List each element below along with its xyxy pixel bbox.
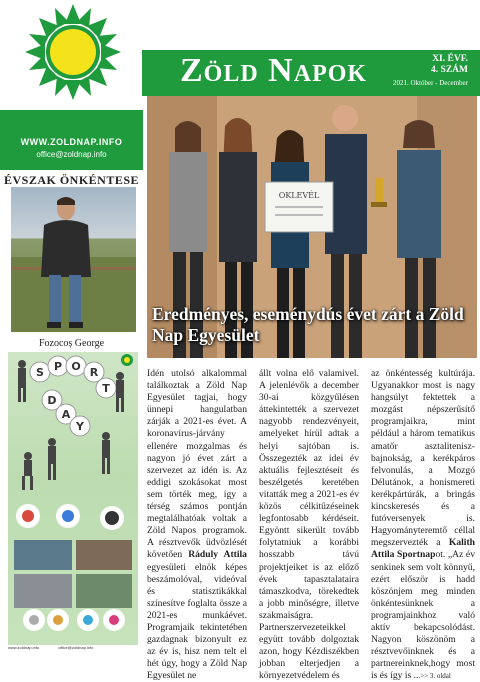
volunteer-of-season-title: ÉVSZAK ÖNKÉNTESE — [3, 173, 140, 187]
issue-info — [393, 54, 468, 89]
poster-letter: S — [36, 366, 44, 379]
article-column-2 — [259, 368, 359, 682]
poster-letter: T — [102, 382, 110, 395]
president-name: Ráduly Attila — [188, 549, 247, 561]
certificate-label: OKLEVÉL — [278, 191, 320, 200]
sun-logo-icon — [0, 0, 145, 110]
sportnap-name: Kalith Attila Sportnap — [371, 537, 475, 561]
issue-date: 2021. Október - December — [392, 79, 468, 87]
email-link[interactable]: office@zoldnap.info — [36, 150, 107, 159]
poster-letter: O — [71, 360, 81, 373]
poster-letter: R — [89, 366, 99, 379]
article-headline: Eredményes, eseménydús évet zárt a Zöld Nap Egyesület — [152, 304, 464, 345]
poster-letter: A — [61, 408, 71, 421]
poster-letter: D — [47, 394, 57, 407]
column-3-text: az önkéntesség kultúrája. Ugyanakkor most is nagy hangsúlyt fektettek a mozgást népszerűsítő programjaikra, mint például a három tematikus amatőr asztalitenisz-bajnokság, a kerékpáros felvonulás, a Mozgó Délutánok, a honismereti kerékpártúrák, a bringás kincskeresés és a futóversenyek is. Hagyományteremtő céllal megszervezték a — [371, 368, 475, 549]
poster-footer — [8, 645, 138, 667]
column-2-text: állt volna elő valamivel. A jelenlévők a december 30-ai közgyűlésen áttekintették a szervezet nagyobb rendezvényeit, amelyeket hírül adtak a helyi sajtóban is. Összegezték az idei év aktuális fejlesztéseit és beszélgetés keretében vitatták meg a 2021-es év közös célkitűzéseinek legfontosabb kérdéseit. Egyöntt sikerült tovább folytatniuk a korábbi hosszabb távú projektjeiket is az előző évek tapasztalataira támaszkodva, törekedtek a jobb minőségre, illetve szakmaiságra. Partnerszervezeteikkel együtt tovább dolgoztak azon, hogy Kézdiszékben jobban elterjedjen a környezetvédelem és — [259, 368, 359, 682]
sport-day-poster — [8, 352, 138, 665]
poster-letter: Y — [76, 420, 84, 433]
volunteer-name: Fozocoș George — [38, 338, 105, 349]
column-1-text: Idén utolsó alkalommal találkoztak a Zöld Nap Egyesület tagjai, hogy ünnepi hangulatban zárják a 2021-es évet. A koronavírus-járvány ellenére mozgalmas és nagyon jó évet zárt a szervezet az idén is. Az eddigi szokásokat most sem törték meg, így a térség számos pontján megtalálhatóak voltak a Zöld Napos programok. A résztvevők üdvözlését követően — [147, 368, 247, 561]
continued-page-ref[interactable]: .>> 3. oldal — [418, 672, 451, 681]
column-1-text-continued: egyesületi elnök képes beszámolóval, videóval és statisztikákkal színesítve foglalta össze a 2021-es munkáévet. Programjaik tekintetében gazdagnak bizonyult ez az év is, hisz nem telt el hét úgy, hogy a Zöld Nap Egyesület ne — [147, 561, 247, 682]
website-link[interactable]: WWW.ZOLDNAP.INFO — [20, 137, 123, 147]
article-column-1 — [147, 368, 247, 682]
column-3-text-continued: ot. „Az év senkinek sem volt könnyű, ezért először is hadd köszönjem meg minden önkéntesünknek a programjainkhoz való aktív bekapcsolódást. Nagyon köszönöm a résztvevőinknek és a partnereinknek,hogy most is és így is .. — [371, 549, 475, 682]
article-column-3 — [371, 368, 475, 682]
issue-volume: XI. ÉVF. — [432, 54, 468, 64]
newsletter-title: Zöld Napok — [180, 52, 368, 89]
volunteer-photo — [11, 187, 136, 332]
poster-footer-email: office@zoldnap.info — [58, 645, 94, 650]
issue-number: 4. SZÁM — [431, 65, 468, 75]
poster-footer-site: www.zoldnap.info — [8, 645, 40, 650]
logo — [0, 0, 145, 110]
poster-letter: P — [53, 360, 63, 373]
